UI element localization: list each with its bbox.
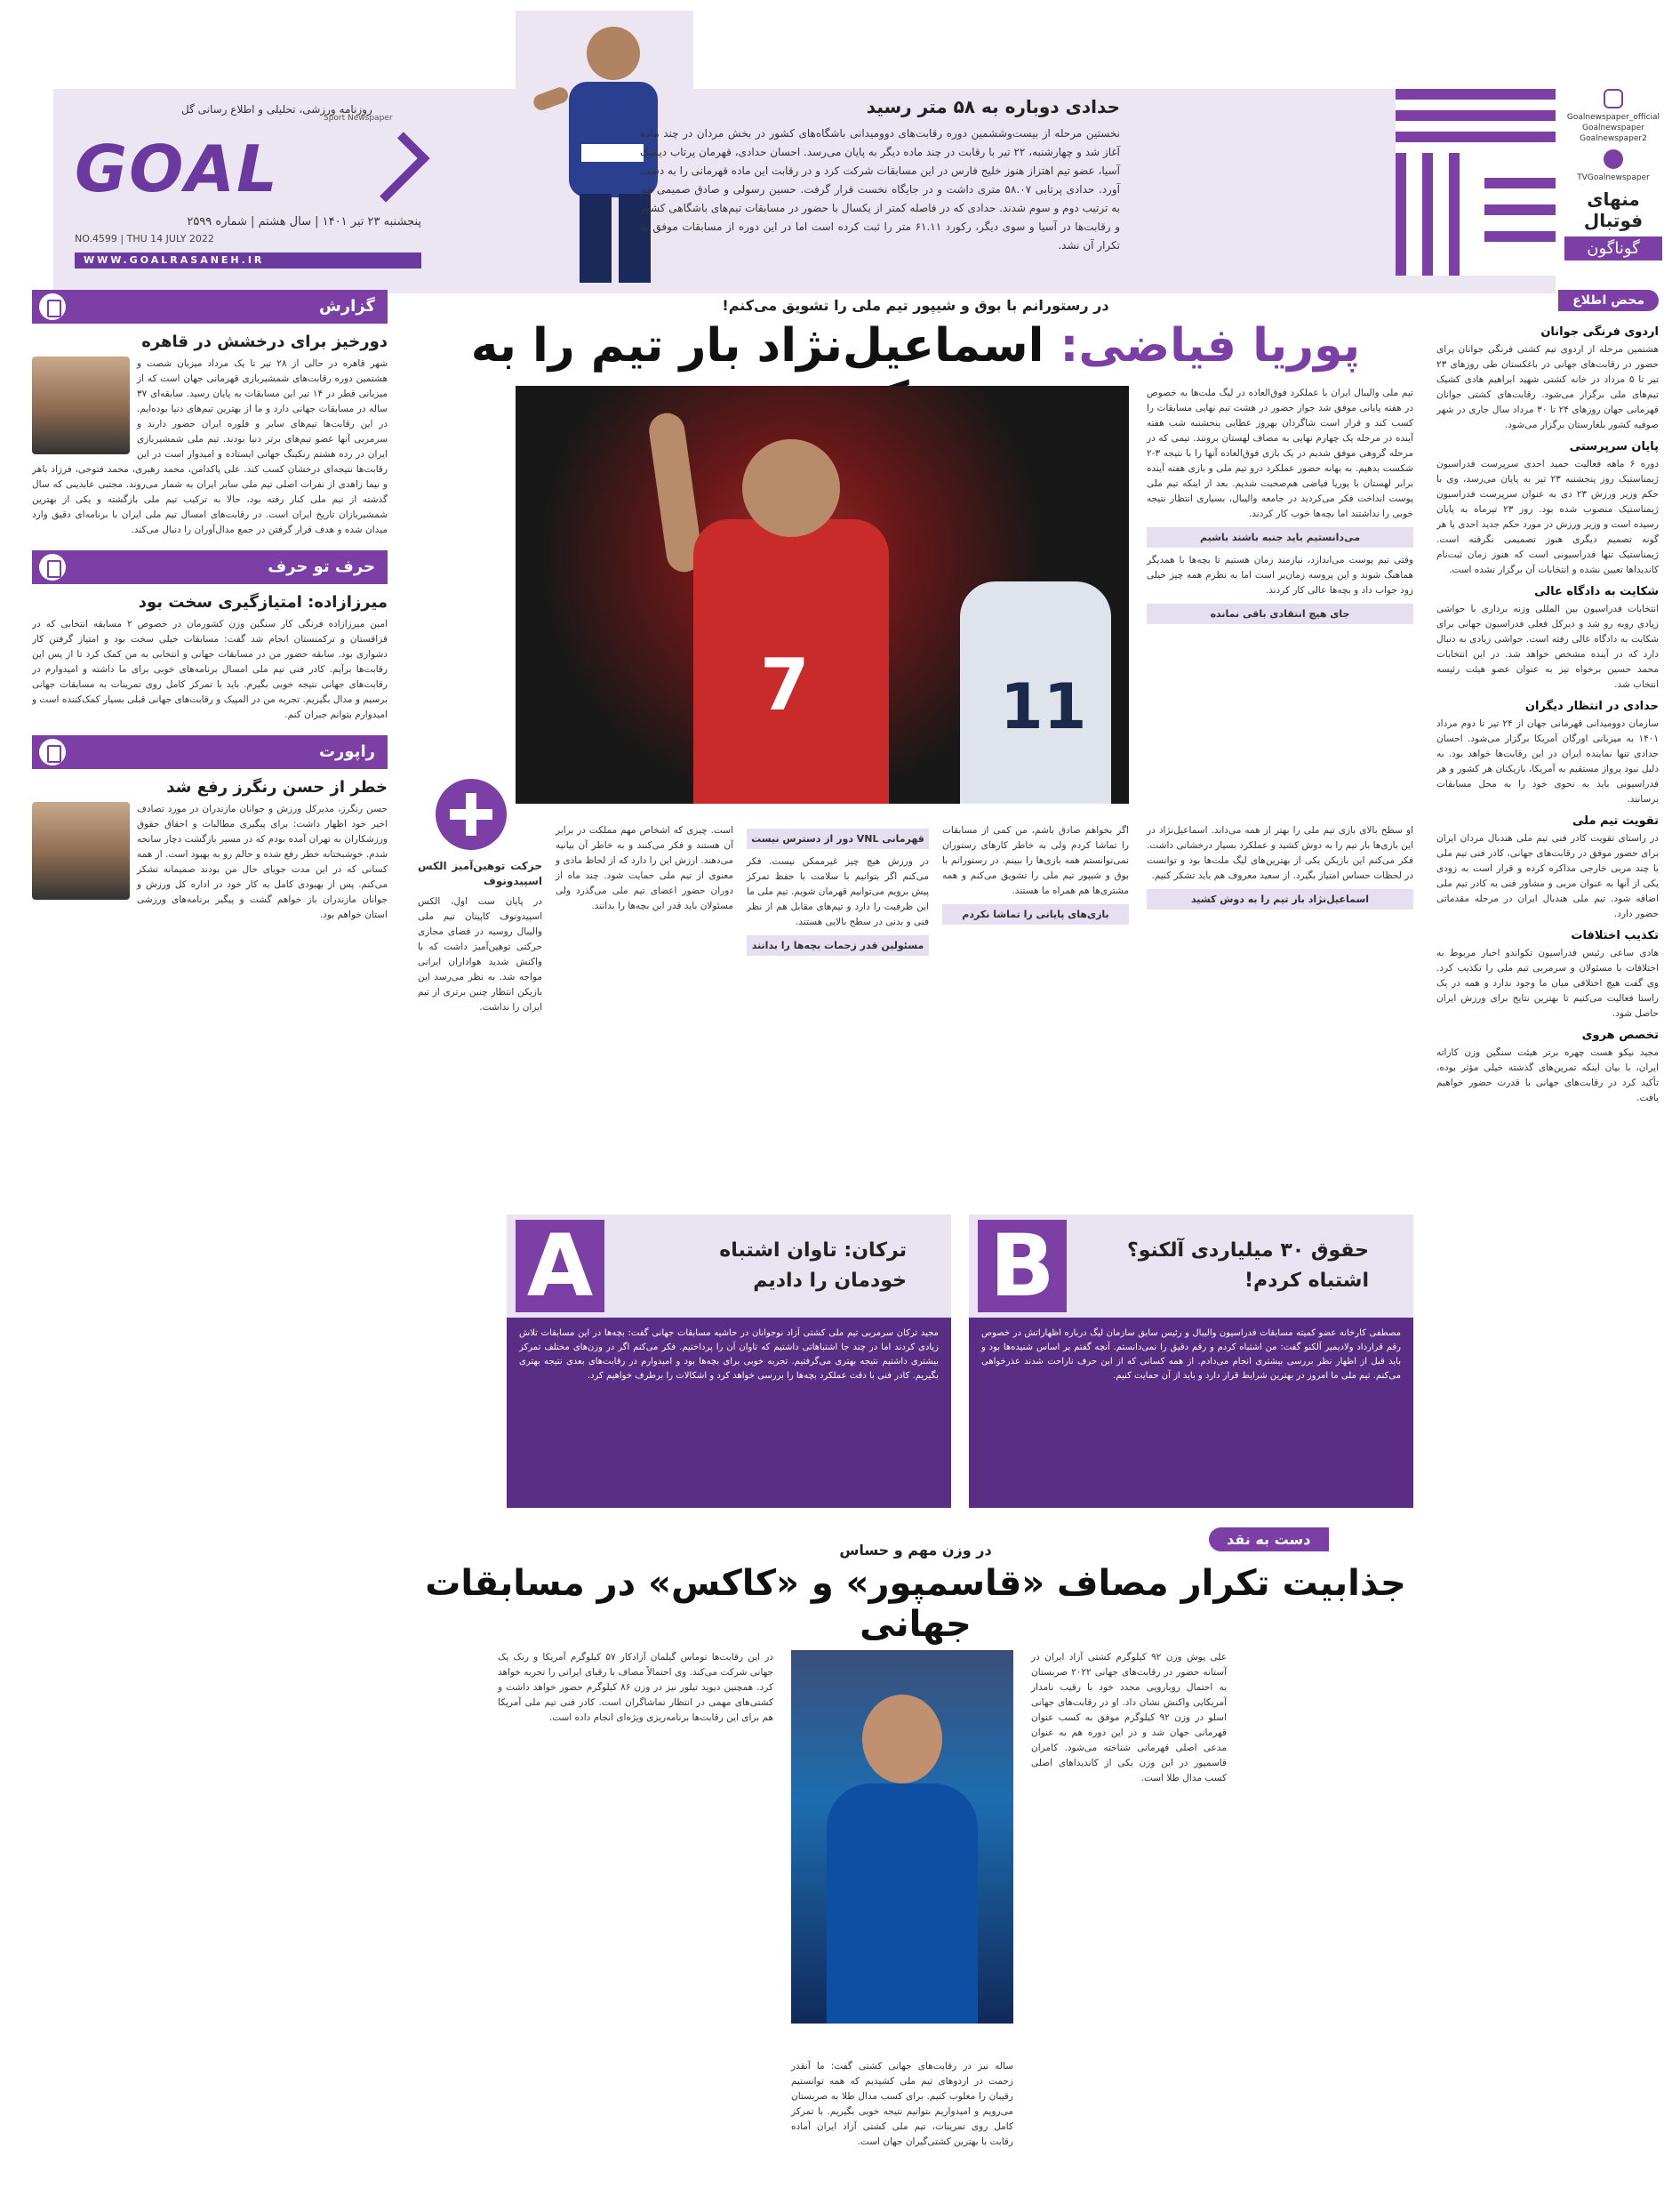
telegram-icon[interactable] xyxy=(1604,149,1623,169)
box-b-head xyxy=(969,1214,1413,1318)
brief-title[interactable]: شکایت به دادگاه عالی xyxy=(1534,585,1659,598)
hot-bar-label: حرف تو حرف xyxy=(268,557,375,576)
hot-title[interactable]: میرزازاده: امتیازگیری سخت بود xyxy=(138,593,388,612)
briefs-tag: محض اطلاع xyxy=(1558,290,1659,311)
brief-text: هادی ساعی رئیس فدراسیون تکواندو اخبار مربوط به اختلافات با مسئولان و سرمربی تیم ملی را تکذیب کرد. وی گفت هیچ اختلافی میان ما وجود ندارد و همه در یک راستا فعالیت می‌کنیم تا بهترین نتایج برای ورزش ایران حاصل شود. xyxy=(1436,948,1659,1019)
section-subtitle: گوناگون xyxy=(1564,236,1662,260)
main-headline-lead: پوریا فیاضی: xyxy=(1060,319,1361,373)
report-portrait xyxy=(32,357,130,454)
jersey-number-2: 11 xyxy=(1000,670,1087,743)
website-link[interactable]: WWW.GOALRASANEH.IR xyxy=(75,252,421,268)
report-bar xyxy=(32,290,388,324)
plus-icon xyxy=(436,779,507,850)
wrestler-face xyxy=(862,1695,942,1783)
box-a-head xyxy=(507,1214,951,1318)
main-subhead: مسئولین قدر زحمات بچه‌ها را بدانند xyxy=(747,935,929,956)
report-text: شهر قاهره در حالی از ۲۸ تیر تا یک مرداد میزبان شصت و هشتمین دوره رقابت‌های شمشیربازی قهرمانی جهان است که از میزبانی قطر در ۱۴ تیر این مسابقات به پایان رسید. سابقه‌ای ۳۷ ساله در مسابقات جهانی دارد و ما از بهترین تیم‌های دنیا بوده‌ایم. در این رقابت‌ها تیم‌های سابر و فلوره ایران حضور دارند و سرمربی آنها عضو تیم‌های برتر دنیا بودند. تیم ملی شمشیربازی ایران در رده هشتم رنکینگ جهانی ایستاده و امیدوار است در این رقابت‌ها نتیجه‌ای درخشان کسب کند. علی پاکدامن، محمد رهبری، محمد فتوحی، فرزاد باهر و نیما زاهدی از نفرات اصلی تیم ملی سابر ایران به شمار می‌روند. مجتبی عابدینی که سال گذشته از تیم ملی کنار رفته بود، حالا به ترکیب تیم ملی بازگشته و یکی از بهترین شمشیربازان تاریخ ایران است. در رقابت‌های امسال تیم ملی ایران با برنامه‌ای دقیق وارد میدان شده و هدف قرار گرفتن در جمع مدال‌آوران را دنبال می‌کند. xyxy=(32,358,388,535)
top-headline-text: نخستین مرحله از بیست‌وششمین دوره رقابت‌های دوومیدانی باشگاه‌های کشور در بخش مردان در چند ماده آغاز شد و چهارشنبه، ۲۲ تیر با رقابت در چند ماده دیگر به پایان می‌رسد. احسان حدادی، قهرمان پرتاب دیسک آسیا، عضو تیم اهتزاز هنوز خلیج فارس در این مسابقات شرکت کرد و در رقابت این ماده قهرمانی را به دست آورد. حدادی پرتابی ۵۸.۰۷ متری داشت و در جایگاه نخست قرار گرفت. حسین رسولی و صادق صمیمی هم به ترتیب دوم و سوم شدند. حدادی که در فاصله کمتر از یکسال با حضور در مسابقات تیم‌های باشگاهی کشور و رقابت‌ها در آسیا و سوی دیگر، رکورد ۶۱.۱۱ متر را ثبت کرده است اما در این دوره از مسابقات موفق به تکرار آن نشد. xyxy=(640,127,1120,252)
brief-title[interactable]: تکذیب اختلافات xyxy=(1571,929,1659,942)
brief-item xyxy=(1436,814,1659,922)
masthead xyxy=(0,0,1680,290)
logo-wordmark: GOAL xyxy=(75,132,279,206)
story2-col-3 xyxy=(498,1650,773,2148)
main-col-5-text: است. چیزی که اشخاص مهم مملکت در برابر آن هستند و فکر می‌کنند و به خاطر آن بیانیه می‌دهند. ارزش این را دارد که از لحاظ مادی و معنوی از تیم ملی حمایت شود. چند ماه از دوران حضور اعضای تیم ملی می‌گذرد ولی مسئولان باید قدر این بچه‌ها را بدانند. xyxy=(556,825,733,911)
brief-text: دوره ۶ ماهه فعالیت حمید احدی سرپرست فدراسیون ژیمناستیک روز پنجشنبه ۲۳ تیر به پایان می‌رسد، وی با حکم وزیر ورزش ۲۳ دی به عنوان سرپرست فدراسیون ژیمناستیک منصوب شده بود. روز ۲۳ تیرماه به پایان رسیده است و وزیر ورزش در مورد حکم جدید احدی یا هر گونه تصمیم دیگری هنوز تصمیمی نگرفته است. ژیمناستیک تنها فدراسیونی است که هنوز زمان ثبت‌نام کاندیداها تعیین نشده و انتخابات آن برگزار نشده است. xyxy=(1436,459,1659,575)
follow-text: حسن رنگرز، مدیرکل ورزش و جوانان مازندران در مورد تصادف اخیر خود اظهار داشت: برای پیگیری مطالبات و احقاق حقوق ورزشکاران به تهران آمده بودم که در مسیر بازگشت دچار سانحه شدم. خوشبختانه خطر رفع شده و حالم رو به بهبود است. از همه کسانی که در این مدت جویای حال من بودند صمیمانه تشکر می‌کنم. پس از بهبودی کامل به کار خود در اداره کل ورزش و جوانان مازندران باز خواهم گشت و پیگیر برنامه‌های ورزشی استان خواهم بود. xyxy=(137,804,388,920)
brief-item xyxy=(1436,325,1659,433)
brief-item xyxy=(1436,1029,1659,1106)
main-col-4 xyxy=(747,823,929,1197)
issue-date: پنجشنبه ۲۳ تیر ۱۴۰۱ | سال هشتم | شماره ۲۵۹۹ xyxy=(187,215,421,228)
side-note-title[interactable]: حرکت توهین‌آمیز الکس اسپیدونوف xyxy=(418,860,542,887)
box-b-text: مصطفی کارخانه عضو کمیته مسابقات فدراسیون والیبال و رئیس سابق سازمان لیگ درباره اظهاراتش در خصوص رقم قرارداد ولادیمیر آلکنو گفت: من اشتباه کردم و رقم دقیق را نمی‌دانستم. آنچه گفتم بر اساس شنیده‌ها بود و باید قبل از اظهار نظر بررسی بیشتری انجام می‌دادم. از همه کسانی که از این حرف ناراحت شدند عذرخواهی می‌کنم. تیم ملی ما امروز در بهترین شرایط قرار دارد و باید از آن حمایت کنیم. xyxy=(981,1328,1401,1381)
ear-icon xyxy=(39,739,66,765)
wrestler-photo xyxy=(791,1650,1013,2024)
hot-text: امین میرزازاده فرنگی کار سنگین وزن کشورمان در خصوص ۲ مسابقه انتخابی که در قزاقستان و ترکمنستان انجام شد گفت: مسابقات خیلی سخت بود و امتیاز گرفتن کار دشواری بود. سابقه حضور من در مسابقات جهانی و انتخابی به من کمک کرد تا از پس این رقابت‌ها برآیم. کادر فنی تیم ملی امسال برنامه‌های خوبی برای ما داشته و امیدوارم در رقابت‌های جهانی نتیجه خوبی بگیرم. باید با تمرکز کامل روی تمرینات به مسابقات جهانی برسیم و مدال بگیریم. تجربه من در المپیک و رقابت‌های جهانی قبلی بسیار کمک‌کننده است و امیدوارم بتوانم جبران کنم. xyxy=(32,619,388,720)
main-subhead: قهرمانی VNL دور از دسترس نیست xyxy=(747,829,929,849)
main-subhead: می‌دانستیم باید جنبه باشند باشیم xyxy=(1147,527,1413,548)
brief-item xyxy=(1436,440,1659,578)
main-col-3-text: اگر بخواهم صادق باشم، من کمی از مسابقات را تماشا کردم ولی به خاطر کارهای رستوران نمی‌توانستم همه بازی‌ها را ببینم. در رستورانم با بوق و شیپور تیم ملی را تشویق می‌کنم و همه مشتری‌ها هم همراه ما هستند. xyxy=(942,825,1129,896)
main-photo xyxy=(516,386,1129,804)
report-bar-label: گزارش xyxy=(318,297,375,316)
brief-item xyxy=(1436,929,1659,1022)
top-headline-title[interactable]: حدادی دوباره به ۵۸ متر رسید xyxy=(866,96,1120,117)
main-subhead: بازی‌های پایانی را تماشا نکردم xyxy=(942,904,1129,925)
brief-text: سازمان دوومیدانی قهرمانی جهان از ۲۴ تیر تا دوم مرداد ۱۴۰۱ به میزبانی اورگان آمریکا برگزار می‌شود. احسان حدادی تنها نماینده ایران در این رقابت‌ها خواهد بود. به دلیل نبود پرواز مستقیم به آمریکا، بازیکنان هر کشور و هر فدراسیونی باید به نحوی خود را به محل مسابقات برسانند. xyxy=(1436,718,1659,805)
side-note-text: در پایان ست اول، الکس اسپیدونوف کاپیتان تیم ملی والیبال روسیه در فضای مجازی حرکتی توهین‌آمیز داشت که با واکنش شدید هواداران ایرانی مواجه شد. به نظر می‌رسد این بازیکن انتظار چنین برتری از تیم ایران را نداشت. xyxy=(418,896,542,1013)
social-handle[interactable]: Goalnewspaper xyxy=(1582,124,1644,132)
report-section xyxy=(32,290,388,538)
tagline: روزنامه ورزشی، تحلیلی و اطلاع رسانی گل xyxy=(181,103,372,116)
box-a xyxy=(507,1214,951,1508)
section-title: منهای فوتبال xyxy=(1583,188,1644,231)
brief-title[interactable]: حدادی در انتظار دیگران xyxy=(1524,700,1659,713)
main-subhead: اسماعیل‌نژاد بار تیم را به دوش کشید xyxy=(1147,889,1413,910)
main-kicker: در رستورانم با بوق و شیپور تیم ملی را تشویق می‌کنم! xyxy=(722,297,1109,314)
main-col-2 xyxy=(1147,823,1413,1197)
main-col-3 xyxy=(942,823,1129,1197)
story2-col-1-text: علی پوش وزن ۹۲ کیلوگرم کشتی آزاد ایران در آستانه حضور در رقابت‌های جهانی ۲۰۲۲ صربستان به احتمال روبارویی مجدد خود با رقیب نامدار آمریکایی واکنش نشان داد. او در رقابت‌های جهانی اسلو در وزن ۹۲ کیلوگرم موفق به کسب عنوان قهرمانی جهان شد و در این دوره هم به عنوان مدعی اصلی قهرمانی شناخته می‌شود. کامران قاسمپور در این وزن یکی از کاندیداهای اصلی کسب مدال طلا است. xyxy=(1031,1652,1228,1783)
photo-head xyxy=(742,439,840,537)
story2-col-2 xyxy=(791,2059,1013,2166)
brief-title[interactable]: تخصص هروی xyxy=(1581,1029,1659,1042)
box-b-title[interactable]: حقوق ۳۰ میلیاردی آلکنو؟ اشتباه کردم! xyxy=(1126,1239,1369,1292)
chevron-icon xyxy=(359,132,429,202)
main-col-4-text: در ورزش هیچ چیز غیرممکن نیست. فکر می‌کنم اگر بتوانیم با سلامت با حفظ تمرکز پیش برویم می‌توانیم قهرمان شویم. تیم ملی ما این ظرفیت را دارد و تیم‌های مقابل هم از نظر فنی و بدنی در سطح بالایی هستند. xyxy=(747,856,929,927)
brief-text: هشتمین مرحله از اردوی تیم کشتی فرنگی جوانان برای حضور در رقابت‌های جهانی در باغکستان طی روزهای ۲۳ تیر تا ۵ مرداد در خانه کشتی شهید ابراهیم هادی کشیک تیم‌های ملی برگزار می‌شود. رقابت‌های کشتی جوانان قهرمانی جهان روزهای ۲۴ تا ۳۰ مرداد سال جاری در شهر صوفیه کشور بلغارستان برگزار می‌شود. xyxy=(1436,344,1659,430)
brief-item xyxy=(1436,585,1659,693)
top-headline xyxy=(640,96,1120,292)
brief-text: انتخابات فدراسیون بین المللی وزنه برداری با حواشی زیادی روبه رو شد و دیرکل فعلی فدراسیون جهانی برای شکایت به دادگاه عالی رفته است. حواشی زیادی به دنبال دارد که در آینده مشخص خواهد شد. در این انتخابات محمد حسین برخواه نیز به عنوان عضو هیئت رئیسه انتخاب شد. xyxy=(1436,604,1659,690)
follow-title[interactable]: خطر از حسن رنگرز رفع شد xyxy=(166,778,388,797)
follow-section xyxy=(32,735,388,923)
story2-col-3-text: در این رقابت‌ها توماس گیلمان آزادکار ۵۷ کیلوگرم آمریکا و رنک یک جهانی شرکت می‌کند. وی احتمالاً مصاف با رقبای ایرانی را تجربه خواهد کرد. همچنین دیوید تیلور نیز در وزن ۸۶ کیلوگرم حضور خواهد داشت و کشتی‌های مهمی در انتظار تماشاگران است. کادر فنی تیم ملی آمریکا هم برای این رقابت‌ها برنامه‌ریزی ویژه‌ای انجام داده است. xyxy=(498,1652,773,1723)
quote-icon xyxy=(39,554,66,581)
social-handle[interactable]: TVGoalnewspaper xyxy=(1577,173,1650,182)
story2-col-1 xyxy=(1031,1650,1227,2148)
section-brand xyxy=(1396,89,1662,285)
box-b-letter: B xyxy=(978,1220,1067,1312)
hot-bar xyxy=(32,550,388,584)
social-handle[interactable]: Goalnewspaper2 xyxy=(1580,134,1647,143)
center-stories xyxy=(409,290,1422,2170)
follow-portrait xyxy=(32,802,130,900)
tagline-latin: Sport Newspaper xyxy=(324,114,393,123)
main-col-2-text: او سطح بالای بازی تیم ملی را بهتر از همه می‌داند. اسماعیل‌نژاد در این بازی‌ها بار تیم را به دوش کشید و عملکرد بسیار درخشانی داشت. فکر می‌کنم این بازیکن یکی از بهترین‌های لیگ ملت‌ها بود و توانست در لحظات حساس امتیاز بگیرد. از سعید معروف هم باید تشکر کنیم. xyxy=(1147,825,1413,881)
story2-tag: دست به نقد xyxy=(1209,1527,1329,1551)
brief-text: در راستای تقویت کادر فنی تیم ملی هندبال مردان ایران برای حضور موفق در رقابت‌های جهانی، کادر فنی تیم ملی با چند مربی خارجی مذاکره کرده و قرار است به زودی یکی از آنها به عنوان مربی و مشاور فنی به کادر تیم ملی اضافه شود. تیم ملی هندبال ایران در مرحله مقدماتی حضور دارد. xyxy=(1436,833,1659,919)
instagram-icon[interactable] xyxy=(1604,89,1623,108)
report-title[interactable]: دورخیز برای درخشش در قاهره xyxy=(141,333,388,351)
main-col-5 xyxy=(556,823,733,1197)
brief-title[interactable]: تقویت تیم ملی xyxy=(1572,814,1659,828)
main-headline-rest: اسماعیل‌نژاد بار تیم را به xyxy=(470,319,1044,373)
brief-title[interactable]: پایان سرپرستی xyxy=(1569,440,1659,453)
story2-headline[interactable]: جذابیت تکرار مصاف «قاسمپور» و «کاکس» در مسابقات جهانی xyxy=(425,1563,1406,1645)
main-col-1-text: تیم ملی والیبال ایران با عملکرد فوق‌العاده در لیگ ملت‌ها به خصوص در هفته پایانی موفق شد جواز حضور در هشت تیم نهایی مسابقات را کسب کند و قرار است شاگردان بهروز عطایی پنجشنبه شب هفته آینده در مرحله یک چهارم نهایی به مصاف لهستان برونند. تیمی که در مرحله گروهی موفق شدیم در یک بازی فوق‌العاده آنها را با نتیجه ۳-۲ شکست بدهیم. به بهانه حضور عملکرد درو تیم ملی و بازی هفته آینده برابر لهستان با پوریا فیاضی هم‌صحبت شدیم. بعد از اینکه تیم ملی پوست انداخت فکر می‌کردید در جامعه والیبال، بسیاری انتظار نتیجه خوبی را نداشتند اما بچه‌ها خوب کار کردند. xyxy=(1147,388,1413,519)
main-col-1b-text: وقتی تیم پوست می‌اندازد، نیازمند زمان هستیم تا بچه‌ها با همدیگر هماهنگ شوند و این پروسه زمان‌بر است اما به نظرم همه چیز خیلی زود جواب داد و بچه‌ها عالی کار کردند. xyxy=(1147,555,1413,596)
story2-col-2-text: ساله نیز در رقابت‌های جهانی کشتی گفت: ما آنقدر زحمت در اردوهای تیم ملی کشیدیم که همه توانستیم رقیبان را مغلوب کنیم. برای کسب مدال طلا به صربستان می‌رویم و امیدواریم بتوانیم نتیجه خوبی بگیریم. با تمرکز کامل روی تمرینات، تیم ملی کشتی آزاد ایران آماده رقابت با بهترین کشتی‌گیران جهان است. xyxy=(791,2061,1013,2147)
social-accounts xyxy=(1564,89,1662,260)
follow-bar xyxy=(32,735,388,769)
brief-title[interactable]: اردوی فرنگی جوانان xyxy=(1540,325,1659,339)
newspaper-logo xyxy=(75,100,421,277)
left-column xyxy=(32,290,388,2170)
side-note xyxy=(418,859,542,1197)
brief-text: مجید نیکو هست چهره برتر هیئت سنگین وزن کاراته ایران، با بیان اینکه تمرین‌های گذشته خیلی مؤثر بوده، تأکید کرد در رقابت‌های جهانی با قدرت حضور خواهیم یافت. xyxy=(1436,1047,1659,1103)
box-a-text: مجید ترکان سرمربی تیم ملی کشتی آزاد نوجوانان در حاشیه مسابقات جهانی گفت: بچه‌ها در این مسابقات تلاش زیادی کردند اما در چند جا اشتباهاتی داشتیم که تاوان آن را پرداختیم. فکر می‌کنم اگر در وزن‌های مختلف تمرکز بیشتری داشتیم نتیجه بهتری می‌گرفتیم. تجربه خوبی برای بچه‌ها بود و امیدوارم در رقابت‌های بعدی نتیجه بهتری بگیریم. کادر فنی با دقت عملکرد بچه‌ها را بررسی خواهد کرد و اشکالات را برطرف خواهیم کرد. xyxy=(519,1328,939,1381)
box-a-title[interactable]: ترکان: تاوان اشتباه خودمان را دادیم xyxy=(719,1239,907,1292)
hot-section xyxy=(32,550,388,723)
briefs-column xyxy=(1436,290,1659,2170)
issue-date-latin: NO.4599 | THU 14 JULY 2022 xyxy=(75,233,214,244)
box-b xyxy=(969,1214,1413,1508)
box-a-letter: A xyxy=(516,1220,604,1312)
social-handle[interactable]: Goalnewspaper_official xyxy=(1566,113,1660,122)
document-icon xyxy=(39,293,66,320)
main-col-1 xyxy=(1147,386,1413,884)
wrestler-body xyxy=(827,1783,978,2024)
jersey-number: 7 xyxy=(760,644,810,726)
follow-bar-label: راپورت xyxy=(318,742,375,761)
brief-item xyxy=(1436,700,1659,807)
main-subhead: جای هیچ انتقادی باقی نمانده xyxy=(1147,604,1413,624)
story2-kicker: در وزن مهم و حساس xyxy=(839,1542,992,1559)
brand-pattern xyxy=(1396,89,1556,276)
